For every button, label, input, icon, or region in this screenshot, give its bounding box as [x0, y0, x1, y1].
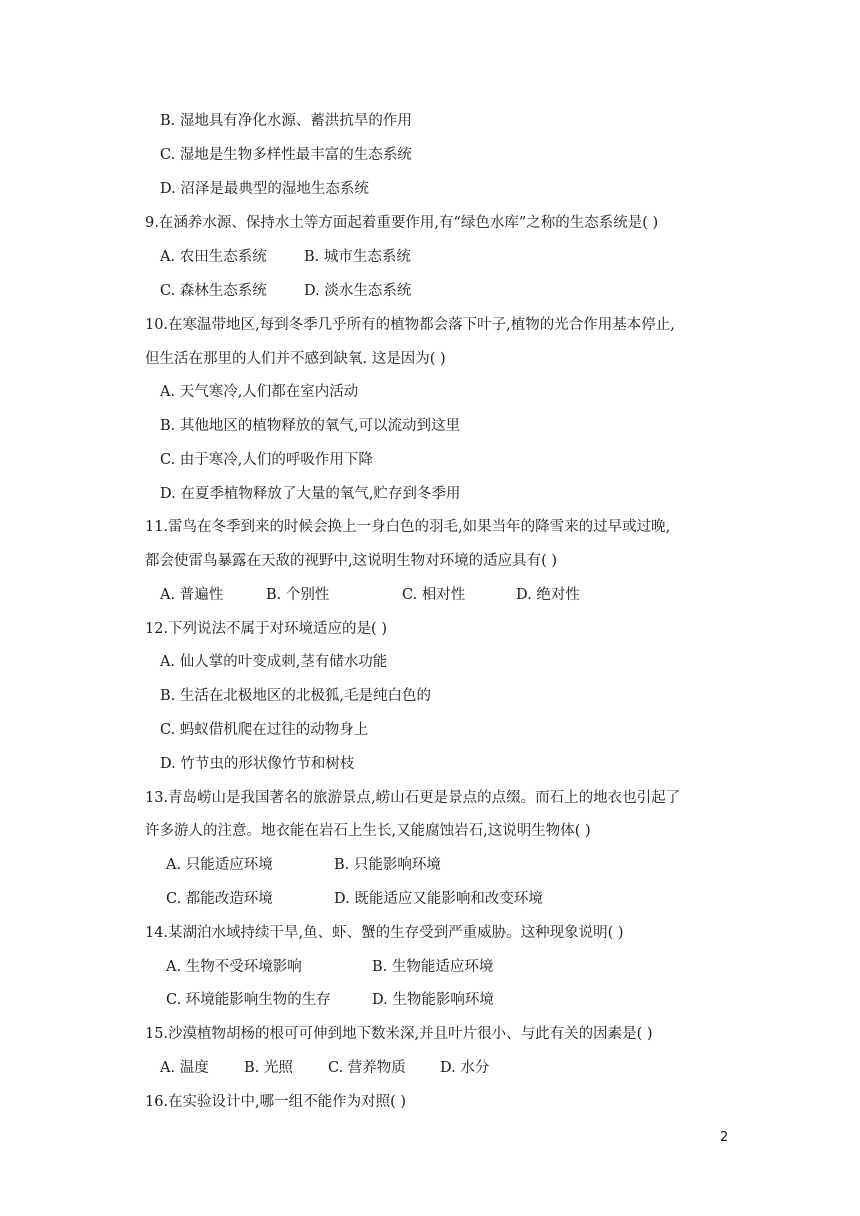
- q15-option-c: C. 营养物质: [328, 1060, 406, 1076]
- q12-option-c: C. 蚂蚁借机爬在过往的动物身上: [160, 722, 369, 738]
- page-number: 2: [720, 1130, 729, 1145]
- q8-option-c: C. 湿地是生物多样性最丰富的生态系统: [160, 147, 412, 163]
- q8-option-d: D. 沼泽是最典型的湿地生态系统: [160, 181, 369, 197]
- q14-stem: 14.某湖泊水域持续干旱,鱼、虾、蟹的生存受到严重威胁。这种现象说明( ): [145, 925, 624, 941]
- q16-stem: 16.在实验设计中,哪一组不能作为对照( ): [145, 1094, 407, 1110]
- q9-option-a: A. 农田生态系统: [160, 249, 267, 265]
- q12-stem: 12.下列说法不属于对环境适应的是( ): [145, 621, 387, 637]
- q11-option-d: D. 绝对性: [516, 587, 580, 603]
- q10-stem-line2: 但生活在那里的人们并不感到缺氧. 这是因为( ): [145, 351, 446, 367]
- q10-option-d: D. 在夏季植物释放了大量的氧气,贮存到冬季用: [160, 486, 461, 502]
- q13-stem-line1: 13.青岛崂山是我国著名的旅游景点,崂山石更是景点的点缀。而石上的地衣也引起了: [145, 790, 681, 806]
- q9-stem: 9.在涵养水源、保持水土等方面起着重要作用,有“绿色水库”之称的生态系统是( ): [145, 215, 659, 231]
- q8-option-b: B. 湿地具有净化水源、蓄洪抗旱的作用: [160, 113, 412, 129]
- q12-option-d: D. 竹节虫的形状像竹节和树枝: [160, 756, 355, 772]
- q10-option-a: A. 天气寒冷,人们都在室内活动: [160, 384, 359, 400]
- q13-option-c: C. 都能改造环境: [166, 891, 273, 907]
- q11-option-b: B. 个别性: [266, 587, 330, 603]
- q9-option-d: D. 淡水生态系统: [304, 283, 412, 299]
- q10-stem-line1: 10.在寒温带地区,每到冬季几乎所有的植物都会落下叶子,植物的光合作用基本停止,: [145, 317, 675, 333]
- q13-option-a: A. 只能适应环境: [166, 857, 273, 873]
- q13-option-d: D. 既能适应又能影响和改变环境: [334, 891, 543, 907]
- q11-stem-line2: 都会使雷鸟暴露在天敌的视野中,这说明生物对环境的适应具有( ): [145, 553, 558, 569]
- q10-option-c: C. 由于寒冷,人们的呼吸作用下降: [160, 452, 373, 468]
- q11-option-a: A. 普遍性: [160, 587, 224, 603]
- q12-option-b: B. 生活在北极地区的北极狐,毛是纯白色的: [160, 688, 431, 704]
- q15-stem: 15.沙漠植物胡杨的根可可伸到地下数米深,并且叶片很小、与此有关的因素是( ): [145, 1026, 653, 1042]
- q14-option-a: A. 生物不受环境影响: [166, 959, 302, 975]
- q9-option-c: C. 森林生态系统: [160, 283, 267, 299]
- q13-stem-line2: 许多游人的注意。地衣能在岩石上生长,又能腐蚀岩石,这说明生物体( ): [145, 823, 591, 839]
- q15-option-b: B. 光照: [244, 1060, 293, 1076]
- q15-option-d: D. 水分: [440, 1060, 490, 1076]
- q13-option-b: B. 只能影响环境: [334, 857, 441, 873]
- q14-option-d: D. 生物能影响环境: [372, 992, 494, 1008]
- q11-stem-line1: 11.雷鸟在冬季到来的时候会换上一身白色的羽毛,如果当年的降雪来的过早或过晚,: [145, 519, 671, 535]
- q11-option-c: C. 相对性: [402, 587, 466, 603]
- q14-option-b: B. 生物能适应环境: [372, 959, 494, 975]
- q15-option-a: A. 温度: [160, 1060, 209, 1076]
- q12-option-a: A. 仙人掌的叶变成刺,茎有储水功能: [160, 654, 388, 670]
- q9-option-b: B. 城市生态系统: [304, 249, 411, 265]
- q10-option-b: B. 其他地区的植物释放的氧气,可以流动到这里: [160, 418, 460, 434]
- q14-option-c: C. 环境能影响生物的生存: [166, 992, 331, 1008]
